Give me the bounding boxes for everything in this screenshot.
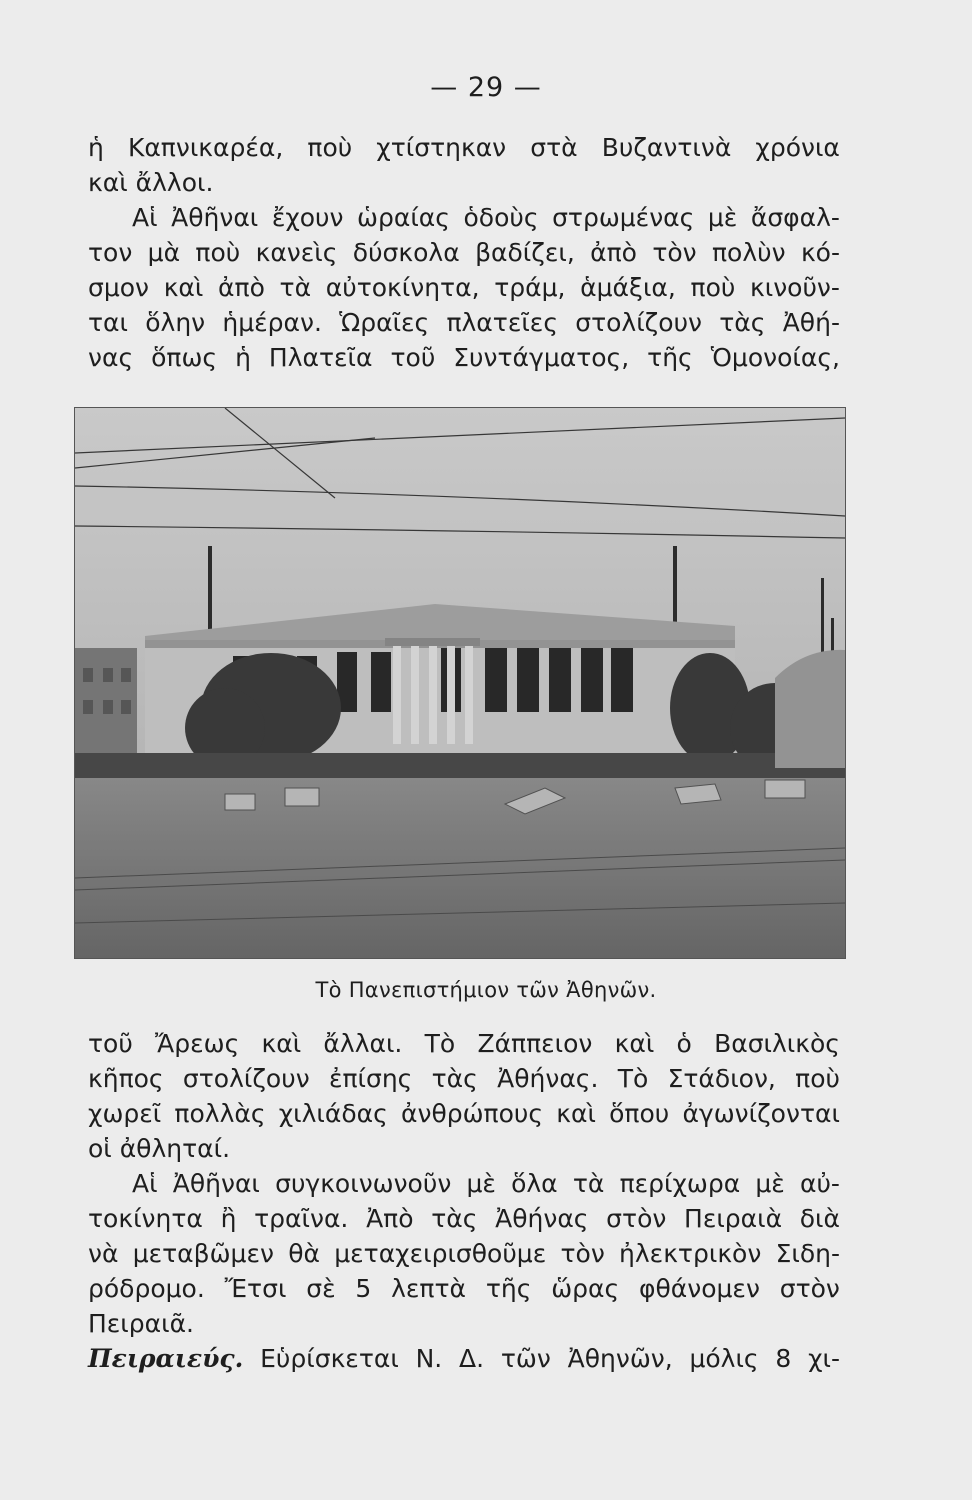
page-number: — 29 — <box>430 72 542 103</box>
text-line: ρόδρομο. Ἔτσι σὲ 5 λεπτὰ τῆς ὥρας φθάνομεν στὸν <box>88 1274 840 1303</box>
text-line: ἡ Καπνικαρέα, ποὺ χτίστηκαν στὰ Βυζαντινὰ χρόνια <box>88 133 840 162</box>
text-line-final: Πειραιεύς. Εὑρίσκεται Ν. Δ. τῶν Ἀθηνῶν, μόλις 8 χι- <box>88 1341 840 1376</box>
piraeus-heading: Πειραιεύς. <box>88 1344 244 1373</box>
text-line: οἱ ἀθληταί. <box>88 1134 231 1163</box>
paragraph-top <box>88 130 840 375</box>
text-line: σμον καὶ ἀπὸ τὰ αὐτοκίνητα, τράμ, ἁμάξια, ποὺ κινοῦν- <box>88 273 840 302</box>
university-photo <box>74 407 846 959</box>
text-line: τον μὰ ποὺ κανεὶς δύσκολα βαδίζει, ἀπὸ τὸν πολὺν κό- <box>88 238 840 267</box>
text-line: κῆπος στολίζουν ἐπίσης τὰς Ἀθήνας. Τὸ Στάδιον, ποὺ <box>88 1064 840 1093</box>
text-line: νὰ μεταβῶμεν θὰ μεταχειρισθοῦμε τὸν ἠλεκτρικὸν Σιδη- <box>88 1239 840 1268</box>
photo-caption: Τὸ Πανεπιστήμιον τῶν Ἀθηνῶν. <box>315 978 657 1002</box>
paragraph-bottom <box>88 1026 840 1376</box>
text-line: νας ὅπως ἡ Πλατεῖα τοῦ Συντάγματος, τῆς Ὁμονοίας, <box>88 343 840 372</box>
text-line: Πειραιᾶ. <box>88 1309 195 1338</box>
text-line: Αἱ Ἀθῆναι συγκοινωνοῦν μὲ ὅλα τὰ περίχωρα μὲ αὐ- <box>132 1169 840 1198</box>
text-line: χωρεῖ πολλὰς χιλιάδας ἀνθρώπους καὶ ὅπου ἀγωνίζονται <box>88 1099 840 1128</box>
text-line: καὶ ἄλλοι. <box>88 168 214 197</box>
text-line: τοῦ Ἄρεως καὶ ἄλλαι. Τὸ Ζάππειον καὶ ὁ Βασιλικὸς <box>88 1029 840 1058</box>
text-line: τοκίνητα ἢ τραῖνα. Ἀπὸ τὰς Ἀθήνας στὸν Πειραιὰ διὰ <box>88 1204 840 1233</box>
text-line: Αἱ Ἀθῆναι ἔχουν ὡραίας ὁδοὺς στρωμένας μὲ ἄσφαλ- <box>132 203 840 232</box>
text-line: ται ὅλην ἡμέραν. Ὡραῖες πλατεῖες στολίζουν τὰς Ἀθή- <box>88 308 840 337</box>
